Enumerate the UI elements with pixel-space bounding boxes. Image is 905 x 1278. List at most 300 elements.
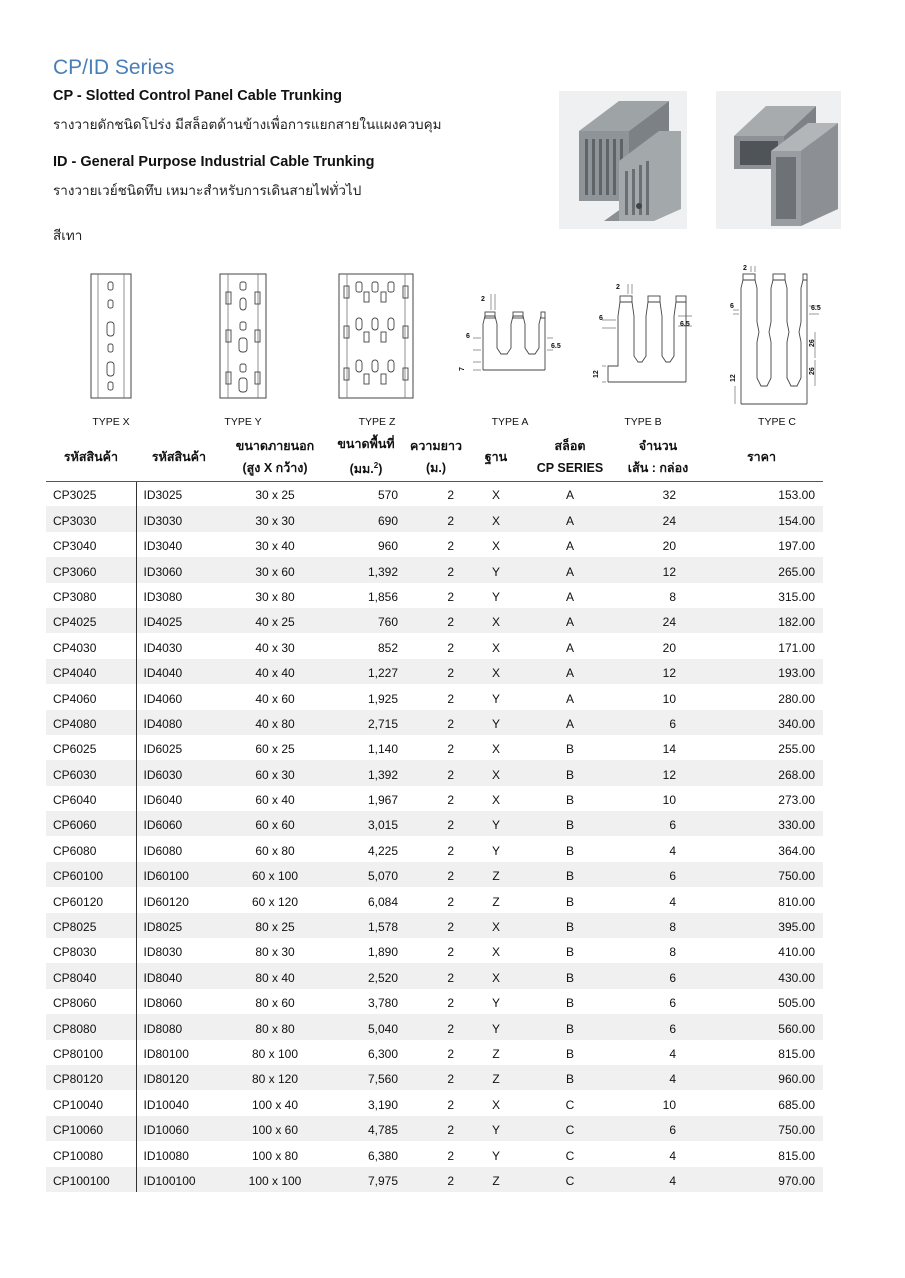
cell-base: X	[491, 945, 500, 960]
cell-size: 60 x 30	[222, 760, 328, 785]
cell-price: 810.00	[778, 894, 815, 909]
table-row	[46, 608, 823, 633]
cell-price: 255.00	[778, 742, 815, 757]
cell-slot: B	[524, 760, 616, 785]
cell-length: 2	[447, 1097, 454, 1112]
cell-quantity: 24	[616, 608, 700, 633]
cell-id-code: ID6030	[136, 760, 222, 785]
header-size	[222, 433, 328, 481]
cell-length: 2	[447, 742, 454, 757]
cell-base: Y	[468, 1014, 524, 1039]
cell-area: 1,578	[328, 913, 404, 938]
header-quantity	[616, 433, 700, 481]
cell-price: 430.00	[700, 963, 823, 988]
cell-price: 815.00	[778, 1046, 815, 1061]
cell-area: 1,925	[367, 691, 398, 706]
cell-slot: B	[524, 862, 616, 887]
series-title: CP/ID Series	[53, 56, 175, 79]
cell-size: 30 x 25	[255, 488, 295, 503]
cell-id-code: ID4040	[136, 659, 222, 684]
cell-quantity: 6	[616, 1014, 700, 1039]
cell-size: 80 x 60	[255, 996, 295, 1011]
cell-size: 60 x 100	[222, 862, 328, 887]
cell-cp-code: CP3040	[46, 532, 136, 557]
cell-length: 2	[404, 862, 468, 887]
type-c-dim-right: 6.5	[811, 305, 821, 312]
table-header-row	[46, 433, 823, 481]
cell-base: Y	[468, 811, 524, 836]
cell-quantity: 8	[669, 945, 676, 960]
table-row	[46, 583, 823, 608]
type-b-label: TYPE B	[624, 416, 662, 428]
cell-price: 364.00	[778, 843, 815, 858]
table-row	[46, 913, 823, 938]
cell-area: 690	[328, 506, 404, 531]
cell-base: X	[468, 506, 524, 531]
cell-slot: A	[524, 506, 616, 531]
cell-base: Y	[468, 710, 524, 735]
cell-slot: C	[565, 1097, 575, 1112]
cell-slot: C	[565, 1148, 575, 1163]
cell-price: 273.00	[778, 793, 815, 808]
cell-id-code: ID3025	[143, 488, 183, 503]
table-row	[46, 786, 823, 811]
cell-length: 2	[447, 488, 454, 503]
cell-slot: C	[524, 1116, 616, 1141]
cell-size: 40 x 30	[255, 640, 295, 655]
cell-length: 2	[404, 1167, 468, 1192]
type-c-dim-mid2: 26	[809, 367, 816, 375]
cell-quantity: 6	[669, 996, 676, 1011]
cell-length: 2	[404, 963, 468, 988]
cell-quantity: 12	[616, 659, 700, 684]
cell-cp-code: CP8030	[46, 938, 136, 963]
table-row	[46, 481, 823, 506]
cell-slot: B	[565, 945, 574, 960]
cell-length: 2	[404, 608, 468, 633]
cell-slot: A	[524, 608, 616, 633]
cell-slot: B	[565, 996, 574, 1011]
cell-cp-code: CP3080	[46, 583, 136, 608]
table-row	[46, 659, 823, 684]
cell-quantity: 4	[669, 894, 676, 909]
table-row	[46, 1040, 823, 1065]
cell-base: X	[468, 659, 524, 684]
cell-size: 40 x 40	[222, 659, 328, 684]
cell-id-code: ID6060	[136, 811, 222, 836]
cell-length: 2	[447, 1148, 454, 1163]
cell-area: 6,380	[367, 1148, 398, 1163]
type-y-diagram	[217, 272, 269, 400]
cell-length: 2	[447, 894, 454, 909]
cell-quantity: 4	[669, 1148, 676, 1163]
type-b-dim-left: 6	[599, 315, 603, 322]
cell-size: 60 x 80	[255, 843, 295, 858]
table-row	[46, 938, 823, 963]
cell-size: 80 x 100	[251, 1046, 299, 1061]
cell-length: 2	[447, 945, 454, 960]
type-c-label: TYPE C	[758, 416, 796, 428]
cell-quantity: 6	[616, 1116, 700, 1141]
type-b-dim-right: 6.5	[680, 321, 690, 328]
type-c-dim-left: 6	[730, 303, 734, 310]
cell-price: 395.00	[700, 913, 823, 938]
table-row	[46, 633, 823, 658]
price-table	[46, 433, 823, 1192]
header-quantity-line1: จำนวน	[638, 438, 678, 453]
cell-id-code: ID6040	[143, 793, 183, 808]
cell-area: 6,084	[367, 894, 398, 909]
header-slot-line2: CP SERIES	[536, 460, 604, 475]
cell-quantity: 12	[616, 557, 700, 582]
cell-cp-code: CP8060	[46, 989, 136, 1014]
type-a-dim-left: 6	[466, 333, 470, 340]
cell-quantity: 20	[662, 640, 676, 655]
cell-price: 315.00	[778, 589, 815, 604]
cell-id-code: ID8060	[143, 996, 183, 1011]
cell-id-code: ID8080	[136, 1014, 222, 1039]
cell-size: 80 x 120	[222, 1065, 328, 1090]
cell-area: 2,520	[328, 963, 404, 988]
cell-length: 2	[447, 1046, 454, 1061]
cell-size: 80 x 80	[222, 1014, 328, 1039]
cell-base: Y	[468, 1116, 524, 1141]
cell-base: Y	[491, 843, 500, 858]
cell-cp-code: CP8080	[46, 1014, 136, 1039]
cell-quantity: 8	[669, 589, 676, 604]
cell-base: X	[468, 608, 524, 633]
cell-cp-code: CP3025	[46, 481, 136, 506]
table-row	[46, 963, 823, 988]
cell-cp-code: CP3030	[46, 506, 136, 531]
cell-id-code: ID8040	[136, 963, 222, 988]
cell-slot: A	[565, 539, 574, 554]
cell-length: 2	[404, 659, 468, 684]
cell-quantity: 14	[662, 742, 676, 757]
header-area-line2: (มม.	[349, 462, 374, 477]
cell-cp-code: CP8025	[46, 913, 136, 938]
cell-length: 2	[447, 640, 454, 655]
cell-area: 852	[377, 640, 398, 655]
cell-size: 60 x 25	[255, 742, 295, 757]
cell-slot: B	[565, 843, 574, 858]
table-row	[46, 1116, 823, 1141]
cell-area: 1,856	[367, 589, 398, 604]
cell-base: X	[491, 488, 500, 503]
cell-cp-code: CP80120	[46, 1065, 136, 1090]
table-row	[46, 735, 823, 760]
cell-price: 268.00	[700, 760, 823, 785]
cell-slot: B	[524, 1065, 616, 1090]
cell-size: 30 x 80	[255, 589, 295, 604]
header-cp-code: รหัสสินค้า	[46, 433, 136, 481]
header-base: ฐาน	[468, 433, 524, 481]
cell-cp-code: CP3060	[46, 557, 136, 582]
cell-area: 3,015	[328, 811, 404, 836]
cell-area: 1,967	[367, 793, 398, 808]
id-product-title: ID - General Purpose Industrial Cable Trunking	[53, 154, 375, 170]
cell-slot: B	[565, 894, 574, 909]
header-length-line2: (ม.)	[425, 460, 447, 475]
cell-id-code: ID6025	[143, 742, 183, 757]
cell-cp-code: CP6025	[46, 735, 136, 760]
table-row	[46, 684, 823, 709]
cell-price: 960.00	[700, 1065, 823, 1090]
cp-product-description: รางวายดักชนิดโปร่ง มีสล็อตด้านข้างเพื่อการแยกสายในแผงควบคุม	[53, 117, 442, 132]
type-c-dim-bottom: 12	[730, 374, 737, 382]
cell-size: 60 x 40	[255, 793, 295, 808]
cell-slot: B	[524, 913, 616, 938]
type-a-dim-bottom: 7	[459, 367, 466, 371]
type-x-diagram	[88, 272, 134, 400]
cell-slot: B	[524, 811, 616, 836]
table-row	[46, 1065, 823, 1090]
cell-price: 197.00	[778, 539, 815, 554]
cell-cp-code: CP8040	[46, 963, 136, 988]
cell-quantity: 24	[616, 506, 700, 531]
cell-size: 30 x 40	[255, 539, 295, 554]
cell-base: Y	[491, 589, 500, 604]
header-size-line1: ขนาดภายนอก	[235, 438, 315, 453]
cell-base: Y	[491, 691, 500, 706]
cell-id-code: ID10040	[143, 1097, 189, 1112]
cell-base: Y	[468, 557, 524, 582]
cell-base: Y	[491, 996, 500, 1011]
type-x-label: TYPE X	[92, 416, 130, 428]
cell-cp-code: CP4025	[46, 608, 136, 633]
table-row	[46, 1141, 823, 1166]
cell-size: 40 x 80	[222, 710, 328, 735]
cell-slot: B	[524, 963, 616, 988]
cell-cp-code: CP10080	[46, 1141, 136, 1166]
cell-id-code: ID100100	[136, 1167, 222, 1192]
cell-price: 330.00	[700, 811, 823, 836]
type-z-label: TYPE Z	[358, 416, 396, 428]
type-b-diagram	[588, 280, 703, 390]
cell-area: 570	[377, 488, 398, 503]
cell-cp-code: CP4040	[46, 659, 136, 684]
cell-price: 560.00	[700, 1014, 823, 1039]
cell-cp-code: CP6080	[46, 836, 136, 861]
cell-cp-code: CP10060	[46, 1116, 136, 1141]
cell-price: 750.00	[700, 1116, 823, 1141]
cell-area: 1,227	[328, 659, 404, 684]
cell-slot: A	[524, 659, 616, 684]
cell-price: 154.00	[700, 506, 823, 531]
cell-price: 340.00	[700, 710, 823, 735]
cell-id-code: ID6080	[143, 843, 183, 858]
cell-id-code: ID3030	[136, 506, 222, 531]
cell-price: 153.00	[778, 488, 815, 503]
header-area-line3: )	[378, 462, 383, 477]
cell-price: 970.00	[700, 1167, 823, 1192]
cell-base: Z	[468, 862, 524, 887]
header-length	[404, 433, 468, 481]
cell-price: 193.00	[700, 659, 823, 684]
cell-size: 30 x 30	[222, 506, 328, 531]
table-row	[46, 836, 823, 861]
table-row	[46, 862, 823, 887]
cell-length: 2	[447, 539, 454, 554]
cell-quantity: 10	[662, 1097, 676, 1112]
cell-length: 2	[404, 1116, 468, 1141]
cell-slot: A	[565, 488, 574, 503]
cell-quantity: 8	[616, 913, 700, 938]
cell-area: 6,300	[367, 1046, 398, 1061]
table-row	[46, 1014, 823, 1039]
cell-area: 7,560	[328, 1065, 404, 1090]
cell-id-code: ID60100	[136, 862, 222, 887]
cell-base: X	[468, 963, 524, 988]
type-a-dim-top: 2	[481, 296, 485, 303]
cell-price: 265.00	[700, 557, 823, 582]
cell-id-code: ID4060	[143, 691, 183, 706]
cell-slot: C	[524, 1167, 616, 1192]
cell-id-code: ID10080	[143, 1148, 189, 1163]
type-y-label: TYPE Y	[224, 416, 262, 428]
cell-price: 505.00	[778, 996, 815, 1011]
cell-cp-code: CP10040	[46, 1090, 136, 1115]
header-length-line1: ความยาว	[409, 438, 462, 453]
cell-price: 750.00	[700, 862, 823, 887]
cell-size: 100 x 100	[222, 1167, 328, 1192]
cell-price: 410.00	[778, 945, 815, 960]
cell-cp-code: CP6060	[46, 811, 136, 836]
cell-area: 7,975	[328, 1167, 404, 1192]
type-a-label: TYPE A	[491, 416, 529, 428]
cell-quantity: 12	[616, 760, 700, 785]
header-quantity-line2: เส้น : กล่อง	[627, 460, 689, 475]
cell-quantity: 4	[669, 843, 676, 858]
cell-price: 815.00	[778, 1148, 815, 1163]
table-row	[46, 811, 823, 836]
cell-id-code: ID10060	[136, 1116, 222, 1141]
cell-cp-code: CP60120	[46, 887, 136, 912]
cell-area: 5,070	[328, 862, 404, 887]
cell-size: 60 x 60	[222, 811, 328, 836]
cell-quantity: 6	[616, 710, 700, 735]
cell-slot: B	[524, 1014, 616, 1039]
cell-size: 80 x 25	[222, 913, 328, 938]
id-product-description: รางวายเวย์ชนิดทึบ เหมาะสำหรับการเดินสายไฟทั่วไป	[53, 183, 362, 198]
header-id-code: รหัสสินค้า	[136, 433, 222, 481]
cell-size: 100 x 40	[251, 1097, 299, 1112]
cell-length: 2	[404, 557, 468, 582]
cell-cp-code: CP60100	[46, 862, 136, 887]
cell-area: 3,190	[367, 1097, 398, 1112]
cell-size: 80 x 30	[255, 945, 295, 960]
cell-price: 182.00	[700, 608, 823, 633]
cell-cp-code: CP4060	[46, 684, 136, 709]
cell-area: 1,392	[328, 760, 404, 785]
cell-length: 2	[447, 793, 454, 808]
cell-price: 280.00	[778, 691, 815, 706]
header-size-line2: (สูง X กว้าง)	[242, 460, 308, 475]
header-area	[328, 433, 404, 481]
cell-cp-code: CP6030	[46, 760, 136, 785]
cell-quantity: 6	[616, 811, 700, 836]
cell-slot: A	[524, 710, 616, 735]
cell-length: 2	[404, 710, 468, 735]
cell-area: 2,715	[328, 710, 404, 735]
cell-price: 685.00	[778, 1097, 815, 1112]
cell-length: 2	[447, 843, 454, 858]
cell-length: 2	[404, 811, 468, 836]
cell-cp-code: CP4080	[46, 710, 136, 735]
cell-base: Z	[492, 1046, 500, 1061]
cell-id-code: ID8030	[143, 945, 183, 960]
cell-length: 2	[404, 913, 468, 938]
cell-price: 171.00	[778, 640, 815, 655]
cell-quantity: 4	[616, 1065, 700, 1090]
table-row	[46, 1090, 823, 1115]
cell-area: 5,040	[328, 1014, 404, 1039]
cell-size: 60 x 120	[251, 894, 299, 909]
id-product-photo	[716, 91, 841, 229]
table-row	[46, 506, 823, 531]
cell-length: 2	[447, 996, 454, 1011]
cell-cp-code: CP6040	[46, 786, 136, 811]
cell-slot: A	[565, 691, 574, 706]
type-z-diagram	[336, 272, 416, 400]
table-row	[46, 532, 823, 557]
header-area-line1: ขนาดพื้นที่	[337, 437, 395, 452]
cell-base: X	[491, 742, 500, 757]
type-c-diagram	[727, 262, 827, 410]
cell-length: 2	[404, 1014, 468, 1039]
cell-slot: B	[565, 742, 574, 757]
cell-length: 2	[447, 691, 454, 706]
cell-base: Z	[468, 1167, 524, 1192]
cell-base: Z	[492, 894, 500, 909]
cell-id-code: ID3060	[136, 557, 222, 582]
type-b-dim-bottom: 12	[593, 370, 600, 378]
cell-base: X	[491, 640, 500, 655]
cell-id-code: ID80120	[136, 1065, 222, 1090]
cell-quantity: 10	[662, 793, 676, 808]
cell-size: 30 x 60	[222, 557, 328, 582]
cell-length: 2	[404, 506, 468, 531]
cell-length: 2	[404, 1065, 468, 1090]
cell-area: 960	[377, 539, 398, 554]
table-row	[46, 1167, 823, 1192]
cell-cp-code: CP80100	[46, 1040, 136, 1065]
cell-slot: B	[565, 1046, 574, 1061]
type-a-diagram	[455, 288, 570, 378]
cell-base: Z	[468, 1065, 524, 1090]
cell-quantity: 10	[662, 691, 676, 706]
type-c-dim-top: 2	[743, 265, 747, 272]
cell-area: 4,785	[328, 1116, 404, 1141]
cell-quantity: 32	[662, 488, 676, 503]
cell-area: 760	[328, 608, 404, 633]
header-area-sup: 2	[373, 461, 379, 471]
cell-size: 100 x 80	[251, 1148, 299, 1163]
cell-id-code: ID8025	[136, 913, 222, 938]
cell-id-code: ID4025	[136, 608, 222, 633]
type-c-dim-mid1: 26	[809, 339, 816, 347]
cell-base: X	[491, 793, 500, 808]
cell-length: 2	[404, 760, 468, 785]
cell-area: 4,225	[367, 843, 398, 858]
color-label: สีเทา	[53, 228, 83, 243]
cell-base: Y	[491, 1148, 500, 1163]
cell-id-code: ID4030	[143, 640, 183, 655]
type-b-dim-top: 2	[616, 284, 620, 291]
cell-quantity: 20	[662, 539, 676, 554]
cell-cp-code: CP4030	[46, 633, 136, 658]
table-row	[46, 710, 823, 735]
